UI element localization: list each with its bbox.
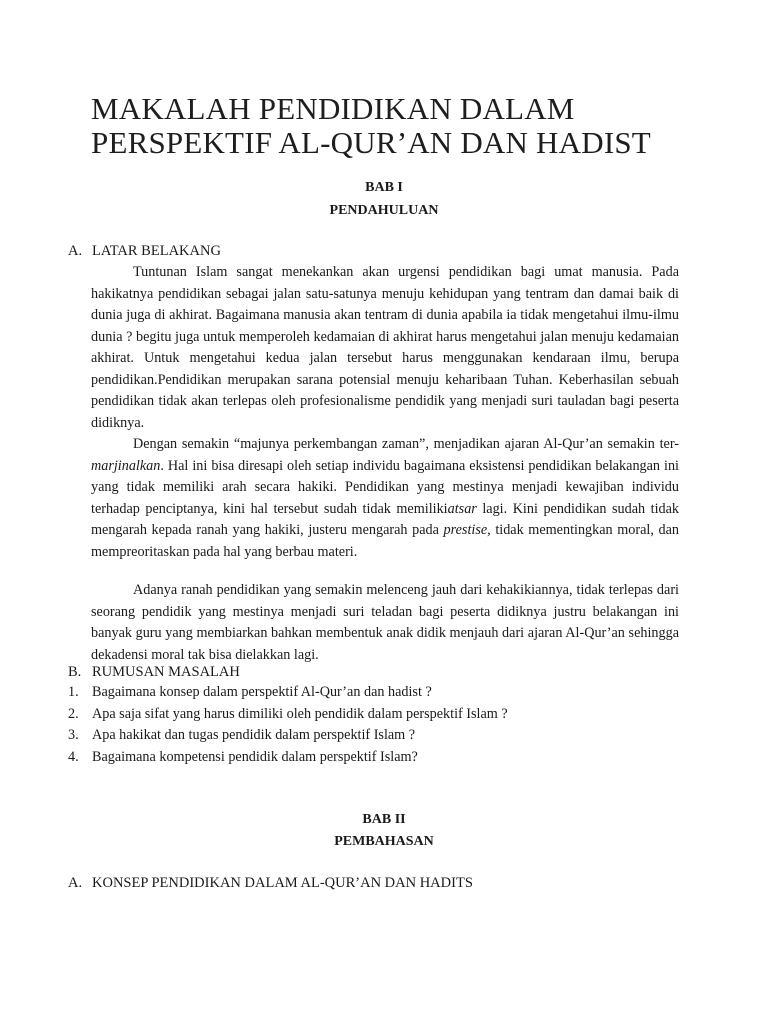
section-label: KONSEP PENDIDIKAN DALAM AL-QUR’AN DAN HADITS [92, 875, 473, 891]
paragraph-2-text-4: , tidak mementingkan moral, dan mempreoritaskan pada hal yang berbau materi. [91, 522, 679, 560]
section-heading-latar-belakang [68, 241, 221, 262]
list-item-text: Bagaimana konsep dalam perspektif Al-Qur’an dan hadist ? [92, 684, 432, 700]
paragraph-2-text-2: . Hal ini bisa diresapi oleh setiap individu bagaimana eksistensi pendidikan belakangan ini yang tidak memiliki arah secara hakiki. Pendidikan yang mestinya menjadi kewajiban individu terhadap penciptanya, kini hal tersebut sudah tidak memiliki [91, 457, 679, 517]
question-list [68, 682, 508, 768]
section-label: RUMUSAN MASALAH [92, 664, 240, 680]
list-item [68, 704, 508, 726]
paragraph-2-italic-2: atsar [447, 500, 477, 517]
title-line-1: MAKALAH PENDIDIKAN DALAM [91, 91, 575, 126]
bab-2-name: PEMBAHASAN [334, 834, 434, 849]
bab-1-name: PENDAHULUAN [329, 203, 439, 218]
paragraph-2 [91, 434, 679, 563]
list-marker: 2. [68, 705, 79, 722]
list-item-text: Apa saja sifat yang harus dimiliki oleh pendidik dalam perspektif Islam ? [92, 705, 508, 722]
document-title [91, 92, 731, 160]
section-label: LATAR BELAKANG [92, 243, 221, 259]
bab-2-label: BAB II [362, 812, 406, 827]
paragraph-1: Tuntunan Islam sangat menekankan akan urgensi pendidikan bagi umat manusia. Pada hakikatnya pendidikan sebagai jalan satu-satunya menuju kehidupan yang tentram dan damai baik di dunia juga di akhirat. Bagaimana manusia akan tentram di dunia apabila ia tidak mengetahui ilmu-ilmu dunia ? begitu juga untuk memperoleh kedamaian di akhirat harus mengetahui jalan menuju kedamaian akhirat. Untuk mengetahui kedua jalan tersebut harus menggunakan kendaraan ilmu, berupa pendidikan.Pendidikan merupakan sarana potensial menuju keharibaan Tuhan. Keberhasilan sebuah pendidikan tidak akan terlepas oleh profesionalisme pendidik yang menjadi suri tauladan bagi peserta didiknya. [91, 264, 679, 431]
bab-1-label: BAB I [365, 180, 403, 195]
section-marker: A. [68, 243, 83, 259]
paragraph-2-text-3: lagi. Kini pendidikan sudah tidak mengarah kepada ranah yang hakiki, justeru mengarah pada [91, 500, 680, 538]
list-item [68, 725, 508, 747]
paragraph-3: Adanya ranah pendidikan yang semakin melenceng jauh dari kehakikiannya, tidak terlepas dari seorang pendidik yang mestinya menjadi suri teladan bagi peserta didiknya justru belakangan ini banyak guru yang membiarkan bahkan membentuk anak didik menjauh dari ajaran Al-Qur’an sehingga dekadensi moral tak bisa dielakkan lagi. [91, 582, 679, 663]
paragraph-2-italic-1: marjinalkan [91, 457, 161, 474]
section-heading-rumusan-masalah [68, 662, 240, 683]
list-item-text: Bagaimana kompetensi pendidik dalam perspektif Islam? [92, 748, 418, 765]
list-marker: 4. [68, 748, 79, 765]
title-line-2: PERSPEKTIF AL-QUR’AN DAN HADIST [91, 125, 651, 160]
list-marker: 3. [68, 727, 79, 744]
list-marker: 1. [68, 684, 79, 700]
section-heading-konsep-pendidikan [68, 873, 473, 894]
list-item-text: Apa hakikat dan tugas pendidik dalam perspektif Islam ? [92, 727, 416, 744]
section-marker: A. [68, 875, 83, 891]
list-item [68, 682, 508, 704]
paragraph-2-italic-3: prestise [443, 522, 488, 538]
list-item [68, 747, 508, 769]
section-marker: B. [68, 664, 82, 680]
paragraph-2-text-1: Dengan semakin “majunya perkembangan zaman”, menjadikan ajaran Al-Qur’an semakin ter- [133, 436, 679, 452]
